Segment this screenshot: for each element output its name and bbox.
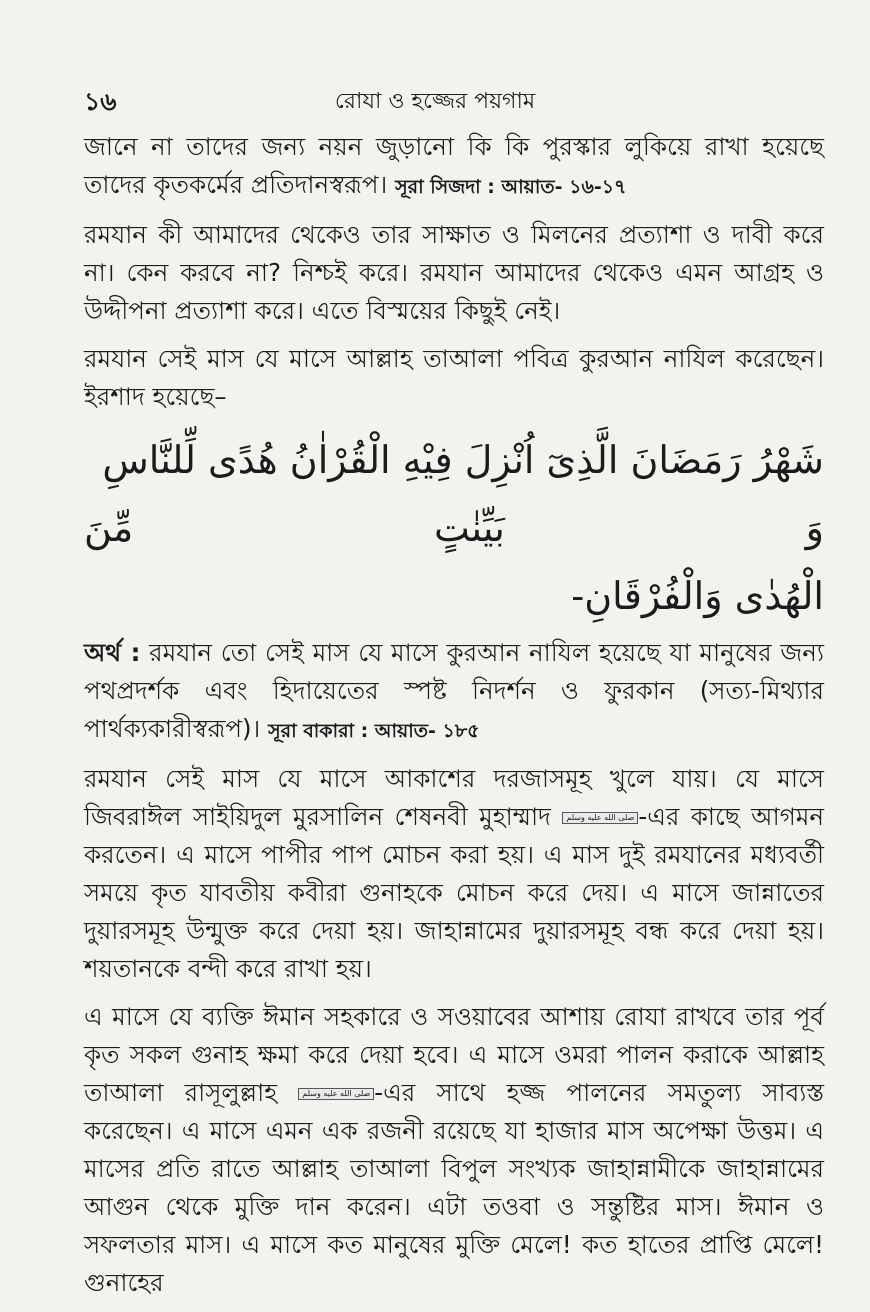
salawat-icon: صلى الله عليه وسلم	[298, 1088, 374, 1100]
paragraph-6-part-2: -এর সাথে হজ্জ পালনের সমতুল্য সাব্যস্ত করেছেন। এ মাসে এমন এক রজনী রয়েছে যা হাজার মাস অপেক্ষা উত্তম। এ মাসের প্রতি রাতে আল্লাহ তাআলা বিপুল সংখ্যক জাহান্নামীকে জাহান্নামের আগুন থেকে মুক্তি দান করেন। এটা তওবা ও সন্তুষ্টির মাস। ঈমান ও সফলতার মাস। এ মাসে কত মানুষের মুক্তি মেলে! কত হাতের প্রাপ্তি মেলে! গুনাহের	[84, 1078, 825, 1297]
paragraph-3: রমযান সেই মাস যে মাসে আল্লাহ তাআলা পবিত্র কুরআন নাযিল করেছেন। ইরশাদ হয়েছে–	[84, 344, 824, 411]
body-text	[84, 128, 824, 1312]
meaning-paragraph	[84, 634, 824, 750]
paragraph-5	[84, 760, 824, 988]
paragraph-1-text: জানে না তাদের জন্য নয়ন জুড়ানো কি কি পুরস্কার লুকিয়ে রাখা হয়েছে তাদের কৃতকর্মের প্রতিদানস্বরূপ।	[84, 132, 824, 199]
arabic-verse-line-2: الْهُدٰى وَالْفُرْقَانِ-	[571, 574, 824, 618]
meaning-text: রমযান তো সেই মাস যে মাসে কুরআন নাযিল হয়েছে যা মানুষের জন্য পথপ্রদর্শক এবং হিদায়েতের স্পষ্ট নিদর্শন ও ফুরকান (সত্য-মিথ্যার পার্থক্যকারীস্বরূপ)।	[84, 638, 824, 743]
meaning-label: অর্থ :	[84, 638, 141, 667]
page-header	[0, 82, 870, 116]
arabic-verse-line-1: شَهْرُ رَمَضَانَ الَّذِىٓ اُنْزِلَ فِيْهِ الْقُرْاٰنُ هُدًى لِّلنَّاسِ وَ بَيِّنٰتٍ مِّنَ	[84, 438, 824, 550]
page-number: ১৬	[84, 87, 117, 116]
paragraph-1	[84, 128, 824, 206]
paragraph-2: রমযান কী আমাদের থেকেও তার সাক্ষাত ও মিলনের প্রত্যাশা ও দাবী করে না। কেন করবে না? নিশ্চই করে। রমযান আমাদের থেকেও এমন আগ্রহ ও উদ্দীপনা প্রত্যাশা করে। এতে বিস্ময়ের কিছুই নেই।	[84, 220, 824, 325]
paragraph-5-part-2: -এর কাছে আগমন করতেন। এ মাসে পাপীর পাপ মোচন করা হয়। এ মাস দুই রমযানের মধ্যবর্তী সময়ে কৃত যাবতীয় কবীরা গুনাহকে মোচন করে দেয়। এ মাসে জান্নাতের দুয়ারসমূহ উন্মুক্ত করে দেয়া হয়। জাহান্নামের দুয়ারসমূহ বন্ধ করে দেয়া হয়। শয়তানকে বন্দী করে রাখা হয়।	[84, 802, 824, 983]
paragraph-6-part-1: এ মাসে যে ব্যক্তি ঈমান সহকারে ও সওয়াবের আশায় রোযা রাখবে তার পূর্ব কৃত সকল গুনাহ ক্ষমা করে দেয়া হবে। এ মাসে ওমরা পালন করাকে আল্লাহ তাআলা রাসূলুল্লাহ	[84, 1002, 824, 1107]
arabic-verse	[84, 426, 824, 630]
paragraph-6	[84, 998, 824, 1302]
quran-reference-baqara: সূরা বাকারা : আয়াত- ১৮৫	[268, 720, 480, 742]
salawat-icon: صلى الله عليه وسلم	[562, 812, 638, 824]
running-title: রোযা ও হজ্জের পয়গাম	[334, 89, 536, 114]
quran-reference-sajda: সূরা সিজদা : আয়াত- ১৬-১৭	[395, 176, 627, 198]
paragraph-5-part-1: রমযান সেই মাস যে মাসে আকাশের দরজাসমূহ খুলে যায়। যে মাসে জিবরাঈল সাইয়িদুল মুরসালিন শেষনবী মুহাম্মাদ	[84, 764, 824, 831]
